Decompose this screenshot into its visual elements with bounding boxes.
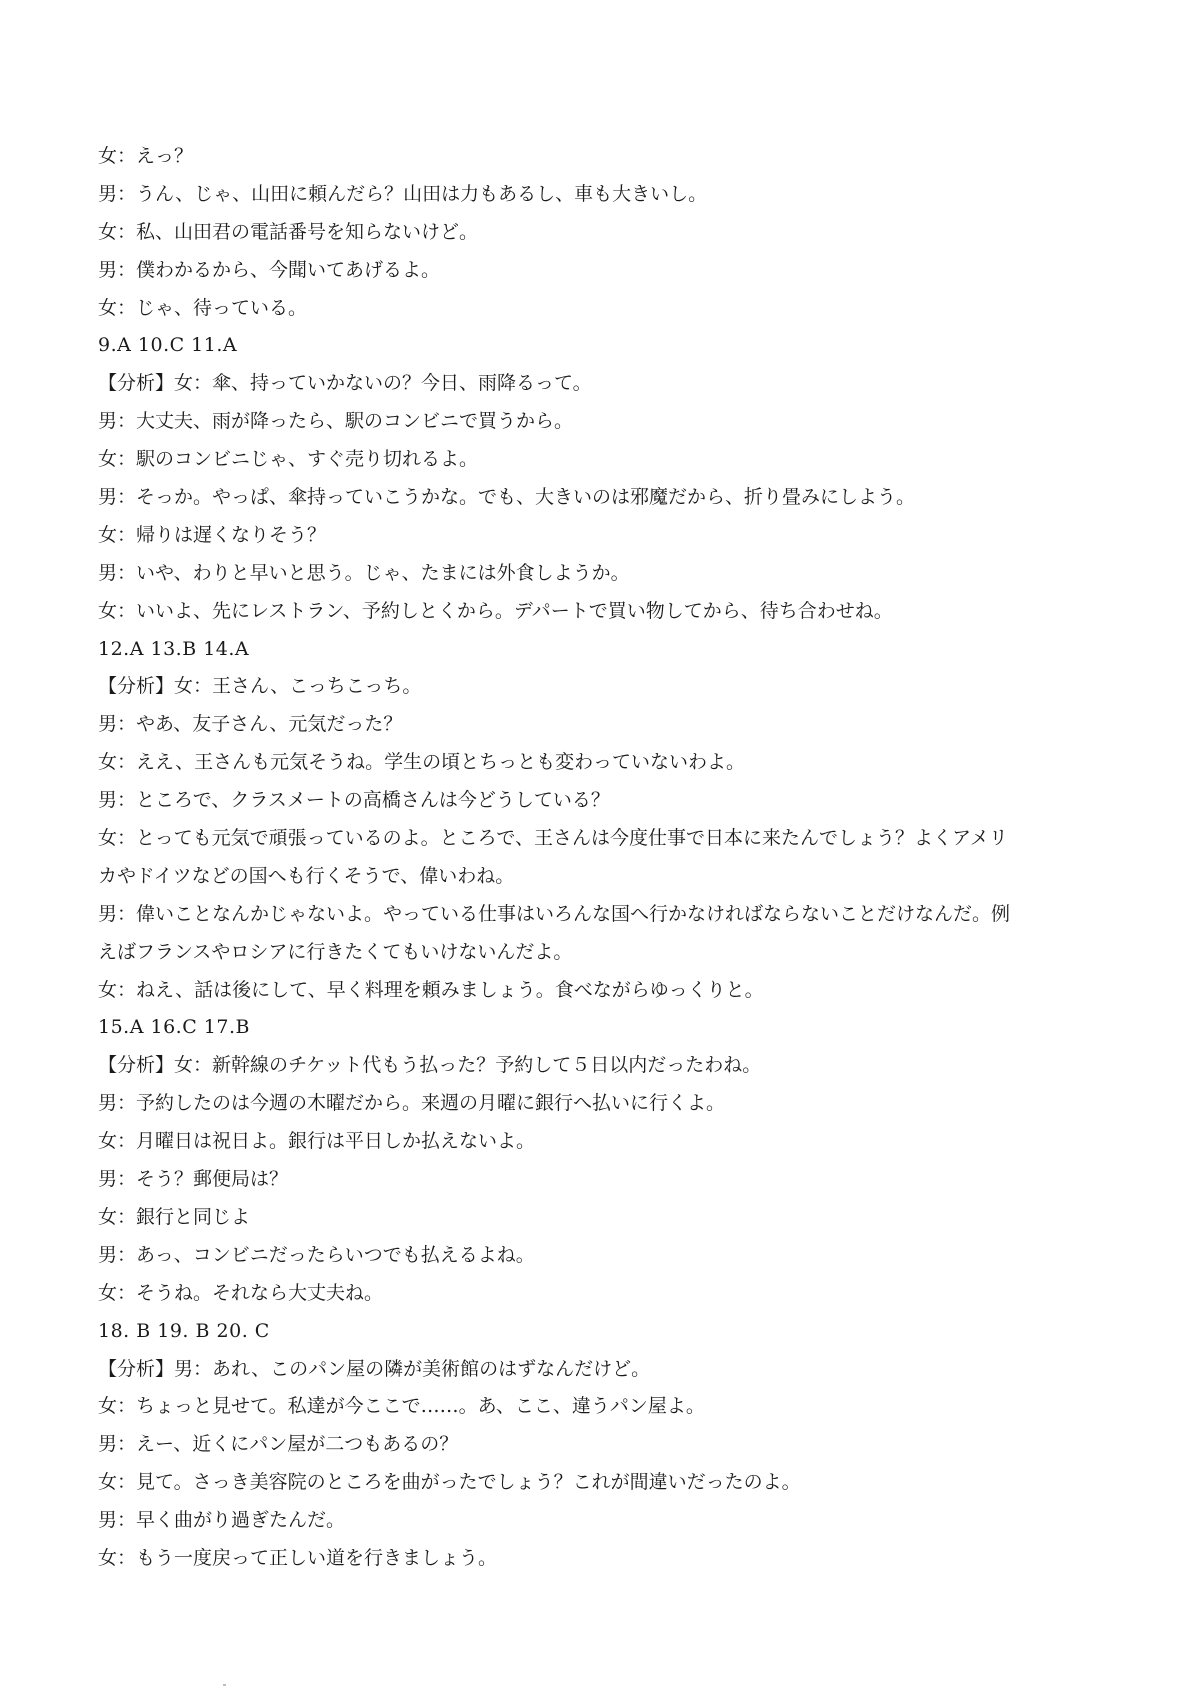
analysis-line: 【分析】女：王さん、こっちこっち。 bbox=[98, 675, 422, 698]
dialogue-line: 男：いや、わりと早いと思う。じゃ、たまには外食しようか。 bbox=[98, 561, 630, 584]
dialogue-line: 男：予約したのは今週の木曜だから。来週の月曜に銀行へ払いに行くよ。 bbox=[98, 1092, 726, 1115]
dialogue-line: 女：月曜日は祝日よ。銀行は平日しか払えないよ。 bbox=[98, 1130, 536, 1153]
document-body bbox=[98, 138, 1118, 1578]
dialogue-line: 女：いいよ、先にレストラン、予約しとくから。デパートで買い物してから、待ち合わせね。 bbox=[98, 599, 893, 622]
analysis-line: 【分析】男：あれ、このパン屋の隣が美術館のはずなんだけど。 bbox=[98, 1357, 651, 1380]
dialogue-line: 男：そっか。やっぱ、傘持っていこうかな。でも、大きいのは邪魔だから、折り畳みにしよう。 bbox=[98, 486, 916, 509]
dialogue-line: 女：ちょっと見せて。私達が今ここで……。あ、ここ、違うパン屋よ。 bbox=[98, 1395, 705, 1418]
dialogue-line: 女：銀行と同じよ bbox=[98, 1205, 251, 1228]
dialogue-line-continuation: カやドイツなどの国へも行くそうで、偉いわね。 bbox=[98, 864, 515, 887]
answer-key: 18. B 19. B 20. C bbox=[98, 1319, 270, 1342]
dialogue-line: 女：帰りは遅くなりそう？ bbox=[98, 523, 327, 546]
dialogue-line: 女：ねえ、話は後にして、早く料理を頼みましょう。食べながらゆっくりと。 bbox=[98, 978, 764, 1001]
analysis-line: 【分析】女：新幹線のチケット代もう払った？予約して５日以内だったわね。 bbox=[98, 1054, 762, 1077]
dialogue-line: 男：早く曲がり過ぎたんだ。 bbox=[98, 1509, 346, 1532]
dialogue-line: 女：駅のコンビニじゃ、すぐ売り切れるよ。 bbox=[98, 448, 479, 471]
dialogue-line: 男：僕わかるから、今聞いてあげるよ。 bbox=[98, 258, 441, 281]
dialogue-line: 男：やあ、友子さん、元気だった？ bbox=[98, 713, 403, 736]
dialogue-line: 女：もう一度戻って正しい道を行きましょう。 bbox=[98, 1546, 498, 1569]
dialogue-line: 男：うん、じゃ、山田に頼んだら？山田は力もあるし、車も大きいし。 bbox=[98, 182, 708, 205]
answer-key: 12.A 13.B 14.A bbox=[98, 637, 250, 660]
dialogue-line: 男：大丈夫、雨が降ったら、駅のコンビニで買うから。 bbox=[98, 410, 574, 433]
dialogue-line-continuation: えばフランスやロシアに行きたくてもいけないんだよ。 bbox=[98, 940, 573, 963]
page-mark bbox=[223, 1684, 226, 1686]
dialogue-line: 女：えっ？ bbox=[98, 145, 194, 167]
answer-key: 9.A 10.C 11.A bbox=[98, 334, 238, 357]
dialogue-line: 女：ええ、王さんも元気そうね。学生の頃とちっとも変わっていないわよ。 bbox=[98, 751, 745, 774]
dialogue-line: 男：そう？郵便局は？ bbox=[98, 1168, 289, 1191]
analysis-line: 【分析】女：傘、持っていかないの？今日、雨降るって。 bbox=[98, 372, 592, 395]
dialogue-line: 女：私、山田君の電話番号を知らないけど。 bbox=[98, 220, 479, 243]
dialogue-line: 女：見て。さっき美容院のところを曲がったでしょう？これが間違いだったのよ。 bbox=[98, 1471, 801, 1494]
answer-key: 15.A 16.C 17.B bbox=[98, 1016, 250, 1039]
dialogue-line: 男：えー、近くにパン屋が二つもあるの？ bbox=[98, 1433, 459, 1456]
dialogue-line: 女：そうね。それなら大丈夫ね。 bbox=[98, 1281, 384, 1304]
dialogue-line: 女：じゃ、待っている。 bbox=[98, 296, 308, 319]
dialogue-line: 女：とっても元気で頑張っているのよ。ところで、王さんは今度仕事で日本に来たんでしょう？よくアメリ bbox=[98, 827, 1008, 850]
dialogue-line: 男：ところで、クラスメートの高橋さんは今どうしている？ bbox=[98, 789, 610, 812]
dialogue-line: 男：あっ、コンビニだったらいつでも払えるよね。 bbox=[98, 1243, 535, 1266]
dialogue-line: 男：偉いことなんかじゃないよ。やっている仕事はいろんな国へ行かなければならないことだけなんだ。例 bbox=[98, 902, 1011, 925]
